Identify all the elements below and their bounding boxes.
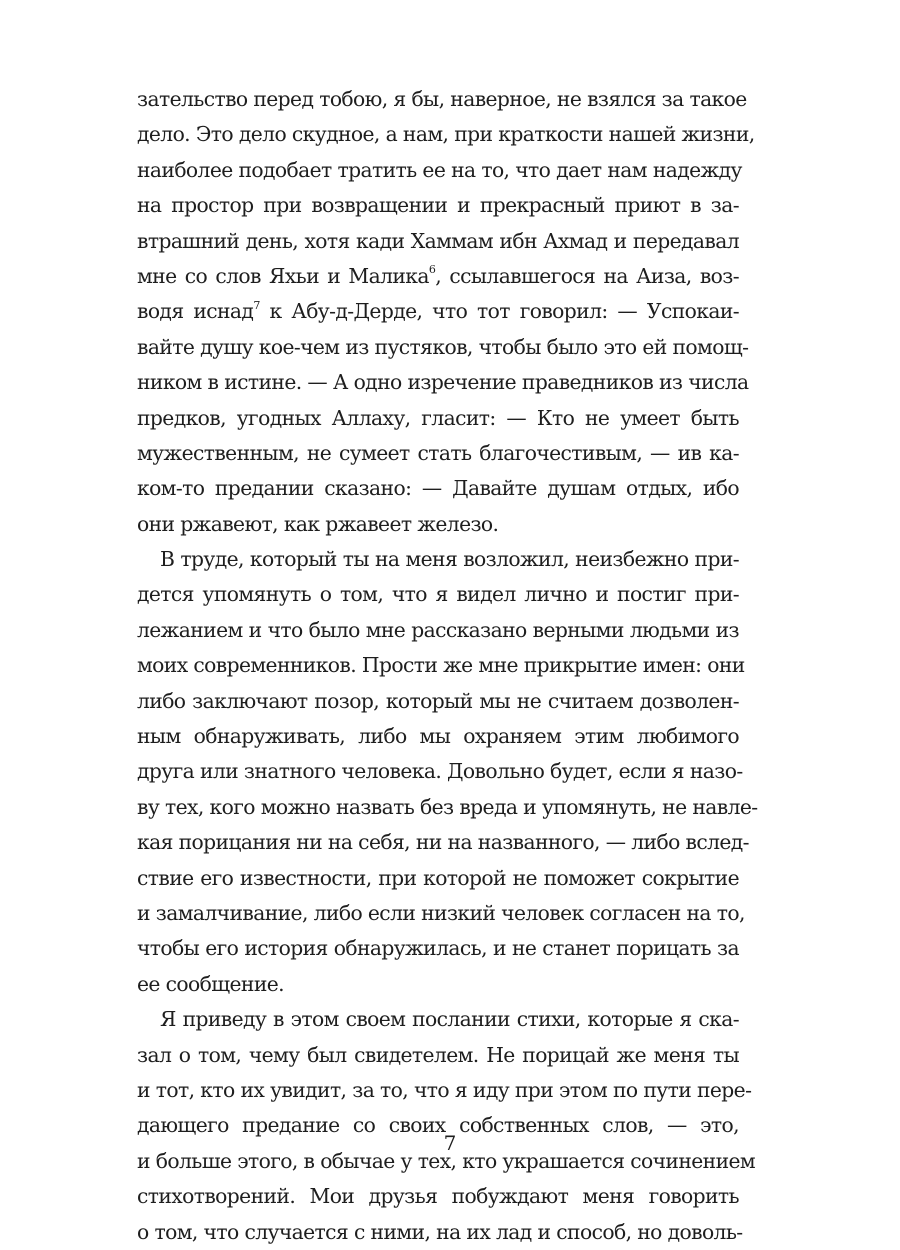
text-line-content: ным обнаруживать, либо мы охраняем этим любимого xyxy=(137,724,739,749)
text-line-content: мужественным, не сумеет стать благочестивым, — ив ка- xyxy=(137,440,739,465)
text-line-content: на простор при возвращении и прекрасный приют в за- xyxy=(137,193,739,218)
text-line xyxy=(137,82,747,117)
page-number: 7 xyxy=(443,1131,457,1155)
text-line-content: ву тех, кого можно назвать без вреда и упомянуть, не навле- xyxy=(137,794,758,819)
text-line-content: зательство перед тобою, я бы, наверное, не взялся за такое xyxy=(137,87,747,111)
text-line xyxy=(137,507,739,542)
text-line-content: моих современников. Прости же мне прикрытие имен: они xyxy=(137,653,745,678)
text-line-continuation: к Абу-д-Дерде, что тот говорил: — Успокаи- xyxy=(259,299,739,324)
text-line xyxy=(137,259,739,294)
text-line-content: дающего предание со своих собственных слов, — это, xyxy=(137,1113,739,1138)
text-line xyxy=(137,294,739,329)
text-line-content: о том, что случается с ними, на их лад и способ, но доволь- xyxy=(137,1219,743,1244)
text-line xyxy=(137,224,739,259)
text-line xyxy=(137,436,739,471)
text-line xyxy=(137,577,739,612)
text-line-content: и больше этого, в обычае у тех, кто украшается сочинением xyxy=(137,1148,756,1173)
text-line-content: лежанием и что было мне рассказано верными людьми из xyxy=(137,617,739,642)
text-line-content: ком-то предании сказано: — Давайте душам отдых, ибо xyxy=(137,476,739,501)
text-line-content: стихотворений. Мои друзья побуждают меня говорить xyxy=(137,1184,739,1209)
text-line xyxy=(137,825,749,860)
text-line-content: В труде, который ты на меня возложил, неизбежно при- xyxy=(160,547,739,572)
text-line-content: зал о том, чему был свидетелем. Не порицай же меня ты xyxy=(137,1042,739,1067)
text-line xyxy=(137,1002,739,1037)
text-line-content: мне со слов Яхьи и Малика xyxy=(137,263,429,288)
text-line xyxy=(137,754,743,789)
text-line xyxy=(137,1179,739,1214)
text-line-content: кая порицания ни на себя, ни на названного, — либо вслед- xyxy=(137,830,749,855)
text-line xyxy=(137,684,739,719)
text-line xyxy=(137,188,739,223)
text-line-content: ником в истине. — А одно изречение праведников из числа xyxy=(137,370,749,395)
text-line xyxy=(137,153,742,188)
text-line xyxy=(137,1038,739,1073)
text-line-content: дело. Это дело скудное, а нам, при краткости нашей жизни, xyxy=(137,122,755,147)
text-line-content: чтобы его история обнаружилась, и не станет порицать за xyxy=(137,936,739,961)
text-line xyxy=(137,365,749,400)
text-line xyxy=(137,967,739,1002)
text-line xyxy=(137,401,739,436)
text-line xyxy=(137,117,755,152)
text-line-content: предков, угодных Аллаху, гласит: — Кто не умеет быть xyxy=(137,405,739,430)
text-line-content: ствие его известности, при которой не поможет сокрытие xyxy=(137,865,739,890)
text-line-continuation: , ссылавшегося на Аиза, воз- xyxy=(435,263,739,288)
text-line xyxy=(137,931,739,966)
text-line-content: они ржавеют, как ржавеет железо. xyxy=(137,511,499,536)
text-line xyxy=(137,648,745,683)
text-line-content: дется упомянуть о том, что я видел лично и постиг при- xyxy=(137,582,739,607)
text-line-content: друга или знатного человека. Довольно будет, если я назо- xyxy=(137,759,743,784)
text-line-content: наиболее подобает тратить ее на то, что дает нам надежду xyxy=(137,157,742,182)
text-line-content: водя иснад xyxy=(137,299,254,324)
footnote-marker: 7 xyxy=(253,298,260,312)
text-line-content: втрашний день, хотя кади Хаммам ибн Ахмад и передавал xyxy=(137,228,739,253)
text-line-content: вайте душу кое-чем из пустяков, чтобы было это ей помощ- xyxy=(137,334,749,359)
text-line xyxy=(137,861,739,896)
text-line xyxy=(137,471,739,506)
text-line xyxy=(137,1073,752,1108)
text-line xyxy=(137,790,758,825)
text-line xyxy=(137,542,739,577)
text-line-content: и замалчивание, либо если низкий человек согласен на то, xyxy=(137,900,745,925)
text-line xyxy=(137,330,749,365)
text-line-content: ее сообщение. xyxy=(137,971,284,996)
text-line xyxy=(137,719,739,754)
text-line-content: и тот, кто их увидит, за то, что я иду при этом по пути пере- xyxy=(137,1077,752,1102)
text-line xyxy=(137,613,739,648)
text-line xyxy=(137,896,745,931)
body-text xyxy=(137,82,758,1250)
footnote-marker: 6 xyxy=(428,263,436,277)
text-line-content: либо заключают позор, который мы не считаем дозволен- xyxy=(137,688,739,713)
text-line xyxy=(137,1215,743,1250)
text-line-content: Я приведу в этом своем послании стихи, которые я ска- xyxy=(160,1007,739,1032)
